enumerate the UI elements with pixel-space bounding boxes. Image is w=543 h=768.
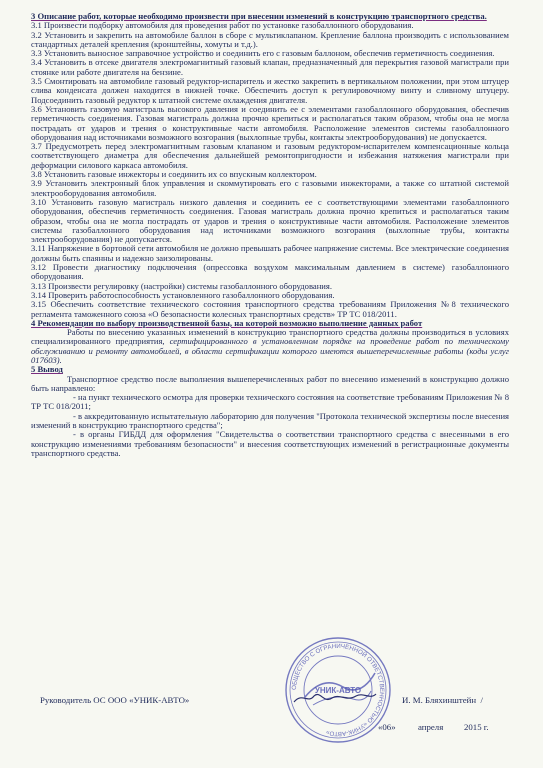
section-4-text-plain: Работы по внесению указанных изменений в конструкцию транспортного средства должны производиться в условиях специализированного предприятия, — [31, 327, 509, 347]
signatory-slash: / — [480, 695, 483, 705]
stamp-ring-textpath: ОБЩЕСТВО С ОГРАНИЧЕННОЙ ОТВЕТСТВЕННОСТЬЮ «УНИК-АВТО» — [290, 642, 386, 738]
date-year: 2015 г. — [464, 722, 489, 732]
item-3-2: 3.2 Установить и закрепить на автомобиле баллон в сборе с мультиклапаном. Крепление баллона производить с использованием стандартных деталей крепления (кронштейны, хомуты и т.д.). — [31, 29, 509, 49]
section-5-heading: 5 Вывод — [31, 364, 63, 375]
section-5-intro: Транспортное средство после выполнения вышеперечисленных работ по внесению изменений в конструкцию должно быть направлено: — [31, 373, 509, 393]
item-3-3: 3.3 Установить выносное заправочное устройство и соединить его с газовым баллоном, обеспечив герметичность соединения. — [31, 48, 495, 59]
item-3-15: 3.15 Обеспечить соответствие технического состояния транспортного средства требованиям Приложения №8 технического регламента таможенного союза «О безопасности колесных транспортных средств» ТР ТС 018/2011. — [31, 299, 509, 319]
item-3-10: 3.10 Установить газовую магистраль низкого давления и соединить ее с соответствующими элементами газобаллонного оборудования, обеспечив герметичность соединения. Газовая магистраль должна прочно крепиться и располагаться таким образом, чтобы она не могла пострадать от ударов и трения о конструктивные части автомобиля. Расположение элементов системы газобаллонного оборудования над источниками возможного возгорания (выхлопные трубы, контакты электрооборудования) не допускается. — [31, 196, 509, 245]
stamp-center-text: УНИК-АВТО — [314, 686, 362, 695]
section-4-text — [31, 328, 509, 365]
section-5-bullet: - в аккредитованную испытательную лабораторию для получения "Протокола технической экспертизы после внесения изменений в конструкцию транспортного средства"; — [31, 410, 509, 431]
date-day: «06» — [378, 722, 396, 732]
signatory-name-text: И. М. Бляхинштейн — [402, 695, 477, 705]
item-3-4: 3.4 Установить в отсеке двигателя электромагнитный газовый клапан, предназначенный для перекрытия газовой магистрали при стоянке или работе двигателя на бензине. — [31, 57, 509, 77]
document-body — [31, 12, 509, 458]
signatory-position: Руководитель ОС ООО «УНИК-АВТО» — [40, 695, 190, 705]
item-3-12: 3.12 Провести диагностику подключения (опрессовка воздухом максимальным давлением в системе) газобаллонного оборудования. — [31, 262, 509, 282]
section-4-heading: 4 Рекомендации по выбору производственной базы, на которой возможно выполнение данных работ — [31, 317, 423, 328]
item-3-13: 3.13 Произвести регулировку (настройки) системы газобаллонного оборудования. — [31, 280, 333, 291]
section-3-heading: 3 Описание работ, которые необходимо произвести при внесении изменений в конструкцию транспортного средства. — [31, 11, 487, 21]
item-3-7: 3.7 Предусмотреть перед электромагнитным газовым клапаном и газовым редуктором-испарителем компенсационные кольца соответствующего диаметра для обеспечения дальнейшей ремонтопригодности и избежания натяжения магистрали при деформации силового каркаса автомобиля. — [31, 141, 509, 170]
item-3-5: 3.5 Смонтировать на автомобиле газовый редуктор-испаритель и жестко закрепить в вертикальном положении, при этом штуцер слива конденсата должен находится в нижней точке. Обеспечить доступ к регулировочному винту и сливному штуцеру. Подсоединить газовый редуктор к штатной системе охлаждения двигателя. — [31, 76, 509, 105]
item-3-11: 3.11 Напряжение в бортовой сети автомобиля не должно превышать рабочее напряжение системы. Все электрические соединения должны быть спаянны и надежно заизолированы. — [31, 243, 509, 263]
item-3-8: 3.8 Установить газовые инжекторы и соединить их со впускным коллектором. — [31, 169, 317, 180]
section-5-bullet: - на пункт технического осмотра для проверки технического состояния на соответствие требованиям Приложения № 8 ТР ТС 018/2011; — [31, 392, 509, 412]
handwritten-signature — [290, 690, 380, 706]
item-3-9: 3.9 Установить электронный блок управления и скоммутировать его с газовыми инжекторами, а также со штатной системой электрооборудования автомобиля. — [31, 178, 509, 198]
signatory-name — [402, 695, 483, 705]
item-3-14: 3.14 Проверить работоспособность установленного газобаллонного оборудования. — [31, 289, 335, 300]
item-3-6: 3.6 Установить газовую магистраль высокого давления и соединить ее с элементами газобаллонного оборудования, обеспечив герметичность соединения. Газовая магистраль должна прочно крепиться и располагаться таким образом, чтобы она не могла пострадать от ударов и трения о конструктивные части автомобиля. Расположение элементов системы газобаллонного оборудования над источниками возможного возгорания (выхлопные трубы, контакты электрооборудования) не допускается. — [31, 103, 509, 142]
section-5-bullet: - в органы ГИБДД для оформления "Свидетельства о соответствии транспортного средства с внесенными в его конструкцию изменениями требованиям безопасности" и внесения соответствующих изменений в регистрационные документы транспортного средства. — [31, 429, 509, 458]
section-4-text-italic: сертифицированного в установленном порядке на проведение работ по техническому обслуживанию и ремонту автомобилей, в области сертификации которого имеются вышеперечисленные работы (коды услуг 017603). — [31, 336, 509, 365]
date-month: апреля — [418, 722, 444, 732]
item-3-1: 3.1 Произвести подборку автомобиля для проведения работ по установке газобаллонного оборудования. — [31, 20, 414, 31]
